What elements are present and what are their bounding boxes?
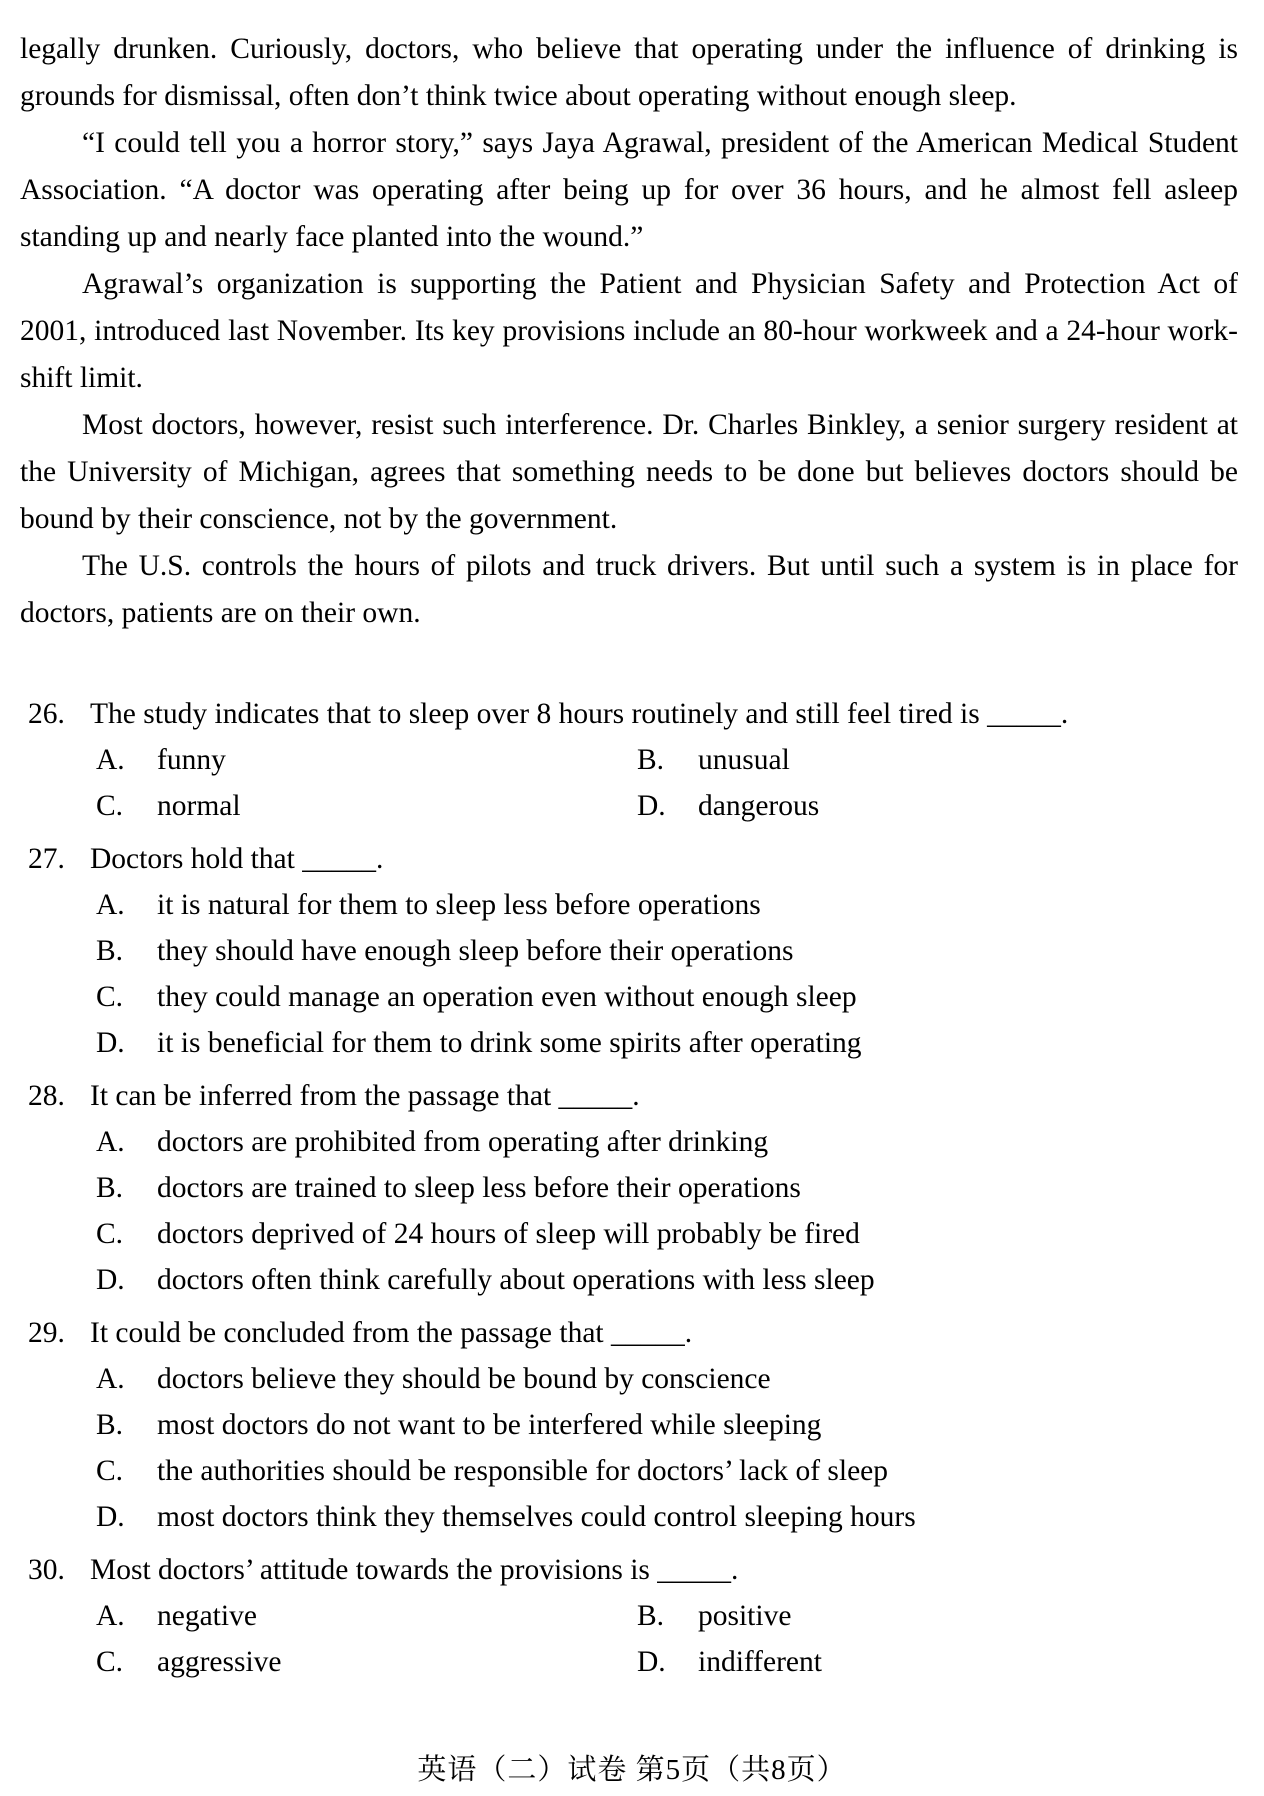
option-text: they could manage an operation even without enough sleep [157, 981, 857, 1013]
option-label: A. [96, 1600, 125, 1632]
question-number: 29. [28, 1317, 65, 1349]
option-label: B. [96, 935, 124, 967]
option-label: A. [96, 889, 125, 921]
option-text: dangerous [698, 790, 820, 822]
option-c [96, 783, 637, 829]
option-d [96, 1257, 1238, 1303]
option-label: A. [96, 1363, 125, 1395]
option-text: normal [157, 790, 241, 822]
option-c [96, 974, 1238, 1020]
option-d [637, 1639, 1238, 1685]
option-b [96, 1165, 1238, 1211]
option-b [637, 737, 1238, 783]
option-text: unusual [698, 744, 790, 776]
option-text: positive [698, 1600, 792, 1632]
question-number: 30. [28, 1554, 65, 1586]
question-stem [20, 836, 1238, 882]
question-stem [20, 1073, 1238, 1119]
option-text: indifferent [698, 1646, 822, 1678]
question-number: 28. [28, 1080, 65, 1112]
option-c [96, 1639, 637, 1685]
option-label: C. [96, 790, 124, 822]
option-label: C. [96, 1455, 124, 1487]
option-c [96, 1211, 1238, 1257]
option-text: funny [157, 744, 226, 776]
question-text: Doctors hold that _____. [90, 843, 384, 875]
option-d [96, 1020, 1238, 1066]
option-label: C. [96, 981, 124, 1013]
question-text: It can be inferred from the passage that _____. [90, 1080, 640, 1112]
passage-paragraph: The U.S. controls the hours of pilots and truck drivers. But until such a system is in place for doctors, patients are on their own. [20, 550, 1238, 629]
option-label: D. [96, 1501, 125, 1533]
question-number: 26. [28, 698, 65, 730]
option-label: B. [637, 744, 665, 776]
option-d [96, 1494, 1238, 1540]
question-text: It could be concluded from the passage that _____. [90, 1317, 693, 1349]
option-d [637, 783, 1238, 829]
passage-paragraph: legally drunken. Curiously, doctors, who believe that operating under the influence of drinking is grounds for dismissal, often don’t think twice about operating without enough sleep. [20, 33, 1238, 112]
option-label: A. [96, 1126, 125, 1158]
options-list [96, 882, 1238, 1066]
option-text: the authorities should be responsible for doctors’ lack of sleep [157, 1455, 889, 1487]
option-label: C. [96, 1218, 124, 1250]
option-text: most doctors think they themselves could control sleeping hours [157, 1501, 916, 1533]
passage-paragraph: “I could tell you a horror story,” says Jaya Agrawal, president of the American Medical Student Association. “A doctor was operating after being up for over 36 hours, and he almost fell asleep standing up and nearly face planted into the wound.” [20, 127, 1238, 253]
option-label: B. [96, 1409, 124, 1441]
option-b [96, 1402, 1238, 1448]
option-label: D. [637, 1646, 666, 1678]
option-text: doctors often think carefully about operations with less sleep [157, 1264, 875, 1296]
options-list [96, 1119, 1238, 1303]
question-stem [20, 691, 1238, 737]
question-26 [20, 691, 1238, 829]
passage-paragraph: Agrawal’s organization is supporting the Patient and Physician Safety and Protection Act of 2001, introduced last November. Its key provisions include an 80-hour workweek and a 24-hour work-shift limit. [20, 268, 1238, 394]
question-number: 27. [28, 843, 65, 875]
option-text: it is natural for them to sleep less before operations [157, 889, 761, 921]
option-text: doctors believe they should be bound by conscience [157, 1363, 771, 1395]
options-list [96, 1356, 1238, 1540]
option-label: D. [96, 1264, 125, 1296]
option-text: it is beneficial for them to drink some spirits after operating [157, 1027, 862, 1059]
passage-paragraph: Most doctors, however, resist such interference. Dr. Charles Binkley, a senior surgery resident at the University of Michigan, agrees that something needs to be done but believes doctors should be bound by their conscience, not by the government. [20, 409, 1238, 535]
question-stem [20, 1547, 1238, 1593]
option-a [96, 737, 637, 783]
question-text: Most doctors’ attitude towards the provisions is _____. [90, 1554, 739, 1586]
question-29 [20, 1310, 1238, 1540]
option-label: B. [637, 1600, 665, 1632]
option-c [96, 1448, 1238, 1494]
option-text: doctors are prohibited from operating after drinking [157, 1126, 769, 1158]
question-30 [20, 1547, 1238, 1685]
option-label: B. [96, 1172, 124, 1204]
option-text: doctors deprived of 24 hours of sleep will probably be fired [157, 1218, 860, 1250]
option-b [637, 1593, 1238, 1639]
option-a [96, 882, 1238, 928]
questions-section [20, 691, 1238, 1685]
question-text: The study indicates that to sleep over 8 hours routinely and still feel tired is _____. [90, 698, 1069, 730]
option-text: they should have enough sleep before their operations [157, 935, 794, 967]
reading-passage [20, 26, 1238, 637]
question-stem [20, 1310, 1238, 1356]
question-27 [20, 836, 1238, 1066]
option-a [96, 1593, 637, 1639]
option-label: C. [96, 1646, 124, 1678]
option-text: doctors are trained to sleep less before their operations [157, 1172, 801, 1204]
option-label: D. [96, 1027, 125, 1059]
page-footer: 英语（二）试卷 第5页（共8页） [417, 1754, 847, 1786]
option-a [96, 1356, 1238, 1402]
option-text: aggressive [157, 1646, 282, 1678]
question-28 [20, 1073, 1238, 1303]
option-a [96, 1119, 1238, 1165]
option-text: negative [157, 1600, 257, 1632]
options-grid [96, 1593, 1238, 1685]
option-b [96, 928, 1238, 974]
options-grid [96, 737, 1238, 829]
option-label: A. [96, 744, 125, 776]
option-label: D. [637, 790, 666, 822]
option-text: most doctors do not want to be interfered while sleeping [157, 1409, 822, 1441]
